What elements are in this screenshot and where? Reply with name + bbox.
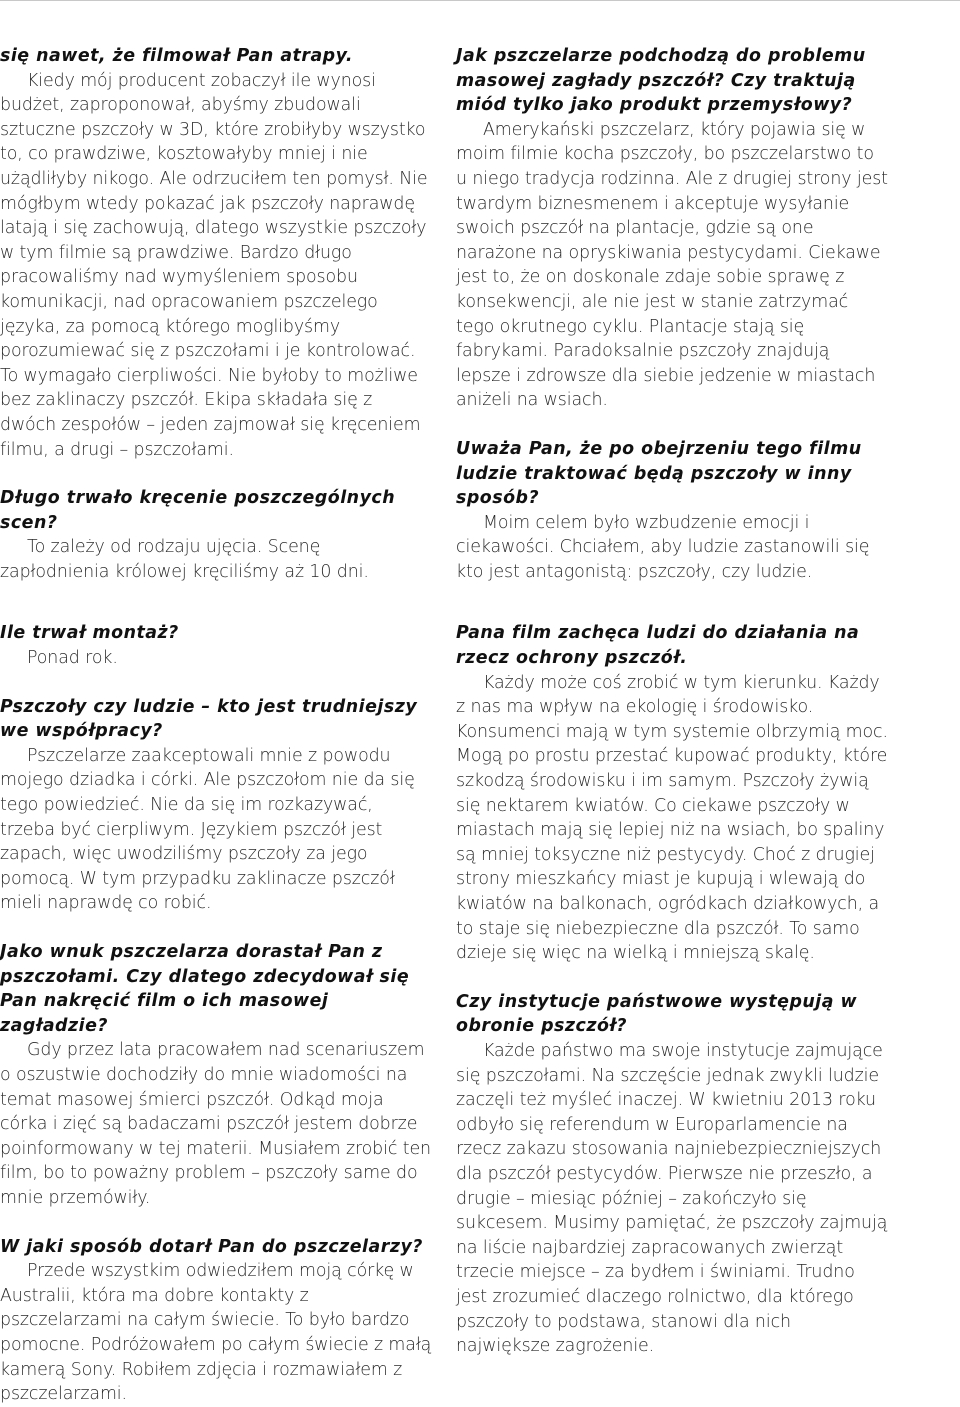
- top-rule: [0, 0, 960, 1]
- answer-8: Każdy może coś zrobić w tym kierunku. Każdy z nas ma wpływ na ekologię i środowisko. Konsumenci mają w tym systemie olbrzymią moc. Mogą po prostu przestać kupować produkty, które szkodzą środowisku i im samym. Pszczoły żywią się nektarem kwiatów. Co ciekawe pszczoły w miastach mają się lepiej niż na wsiach, bo spaliny są mniej toksyczne niż pestycydy. Choć z drugiej strony mieszkańcy miast je kupują i wlewają do kwiatów na balkonach, ogródkach działkowych, a to staje się niebezpieczne dla pszczół. To samo dzieje się więc na wielką i mniejszą skalę.: [456, 672, 888, 964]
- question-4: Jako wnuk pszczelarza dorastał Pan z pszczołami. Czy dlatego zdecydował się Pan nakręcić film o ich masowej zagładzie?: [0, 942, 410, 1036]
- question-7: Uważa Pan, że po obejrzeniu tego filmu ludzie traktować będą pszczoły w inny sposób?: [456, 438, 862, 509]
- qa-block-9: [456, 990, 888, 1359]
- answer-5: Przede wszystkim odwiedziłem moją córkę w Australii, która ma dobre kontakty z pszczelarzami na całym świecie. To było bardzo pomocne. Podróżowałem po całym świecie z małą kamerą Sony. Robiłem zdjęcia i rozmawiałem z pszczelarzami.: [0, 1261, 432, 1405]
- qa-block-6: [456, 44, 888, 413]
- answer-3: Pszczelarze zaakceptowali mnie z powodu mojego dziadka i córki. Ale pszczołom nie da się tego powiedzieć. Nie da się im rozkazywać, trzeba być cierpliwym. Językiem pszczół jest zapach, więc uwodziliśmy pszczoły za jego pomocą. W tym przypadku zaklinacze pszczół mieli naprawdę co robić.: [0, 745, 415, 914]
- answer-9: Każde państwo ma swoje instytucje zajmujące się pszczołami. Na szczęście jednak zwykli ludzie zaczęli też myśleć inaczej. W kwietniu 2013 roku odbyło się referendum w Europarlamencie na rzecz zakazu stosowania najniebezpieczniejszych dla pszczół pestycydów. Pierwsze nie przeszło, a drugie – miesiąc później – zakończyło się sukcesem. Musimy pamiętać, że pszczoły zajmują na liście najbardziej zapracowanych zwierząt trzecie miejsce – za bydłem i świniami. Trudno jest zrozumieć dlaczego rolnictwo, dla którego pszczoły to podstawa, stanowi dla nich największe zagrożenie.: [456, 1040, 888, 1357]
- answer-0: Kiedy mój producent zobaczył ile wynosi budżet, zaproponował, abyśmy zbudowali sztuczne pszczoły w 3D, które zrobiłyby wszystko to, co prawdziwe, kosztowałyby mniej i nie użądliłyby nikogo. Ale odrzuciłem ten pomysł. Nie mógłbym wtedy pokazać jak pszczoły naprawdę latają i się zachowują, dlatego wszystkie pszczoły w tym filmie są prawdziwe. Bardzo długo pracowaliśmy nad wymyśleniem sposobu komunikacji, nad opracowaniem pszczelego języka, za pomocą którego moglibyśmy porozumiewać się z pszczołami i je kontrolować. To wymagało cierpliwości. Nie byłoby to możliwe bez zaklinaczy pszczół. Ekipa składała się z dwóch zespołów – jeden zajmował się kręceniem filmu, a drugi – pszczołami.: [0, 70, 428, 460]
- qa-block-0: [0, 44, 432, 462]
- qa-block-5: [0, 1235, 432, 1407]
- right-column: [456, 44, 888, 1359]
- qa-block-8: [456, 621, 888, 965]
- question-8: Pana film zachęca ludzi do działania na rzecz ochrony pszczół.: [456, 623, 860, 669]
- question-2: Ile trwał montaż?: [0, 623, 179, 644]
- question-9: Czy instytucje państwowe występują w obronie pszczół?: [456, 991, 858, 1037]
- question-3: Pszczoły czy ludzie – kto jest trudniejszy we współpracy?: [0, 696, 418, 742]
- answer-7: Moim celem było wzbudzenie emocji i ciekawości. Chciałem, aby ludzie zastanowili się kto jest antagonistą: pszczoły, czy ludzie.: [456, 512, 870, 582]
- qa-block-7: [456, 437, 888, 585]
- qa-block-1: [0, 486, 432, 584]
- question-0: się nawet, że filmował Pan atrapy.: [0, 46, 353, 66]
- qa-block-4: [0, 940, 432, 1211]
- qa-block-3: [0, 695, 432, 916]
- question-1: Długo trwało kręcenie poszczególnych scen?: [0, 488, 396, 533]
- qa-block-2: [0, 621, 432, 670]
- left-column: [0, 44, 432, 1407]
- question-6: Jak pszczelarze podchodzą do problemu masowej zagłady pszczół? Czy traktują miód tylko jako produkt przemysłowy?: [456, 46, 866, 116]
- answer-2: Ponad rok.: [27, 648, 118, 669]
- answer-4: Gdy przez lata pracowałem nad scenariuszem o oszustwie dochodziły do mnie wiadomości na temat masowej śmierci pszczół. Odkąd moja córka i zięć są badaczami pszczół jestem dobrze poinformowany w tej materii. Musiałem zrobić ten film, bo to poważny problem – pszczoły same do mnie przemówiły.: [0, 1040, 431, 1208]
- answer-1: To zależy od rodzaju ujęcia. Scenę zapłodnienia królowej kręciliśmy aż 10 dni.: [0, 537, 369, 582]
- answer-6: Amerykański pszczelarz, który pojawia się w moim filmie kocha pszczoły, bo pszczelarstwo to u niego tradycja rodzinna. Ale z drugiej strony jest twardym biznesmenem i akceptuje wysyłanie swoich pszczół na plantacje, gdzie są one narażone na opryskiwania pestycydami. Ciekawe jest to, że on doskonale zdaje sobie sprawę z konsekwencji, ale nie jest w stanie zatrzymać tego okrutnego cyklu. Plantacje stają się fabrykami. Paradoksalnie pszczoły znajdują lepsze i zdrowsze dla siebie jedzenie w miastach aniżeli na wsiach.: [456, 119, 888, 411]
- question-5: W jaki sposób dotarł Pan do pszczelarzy?: [0, 1236, 423, 1257]
